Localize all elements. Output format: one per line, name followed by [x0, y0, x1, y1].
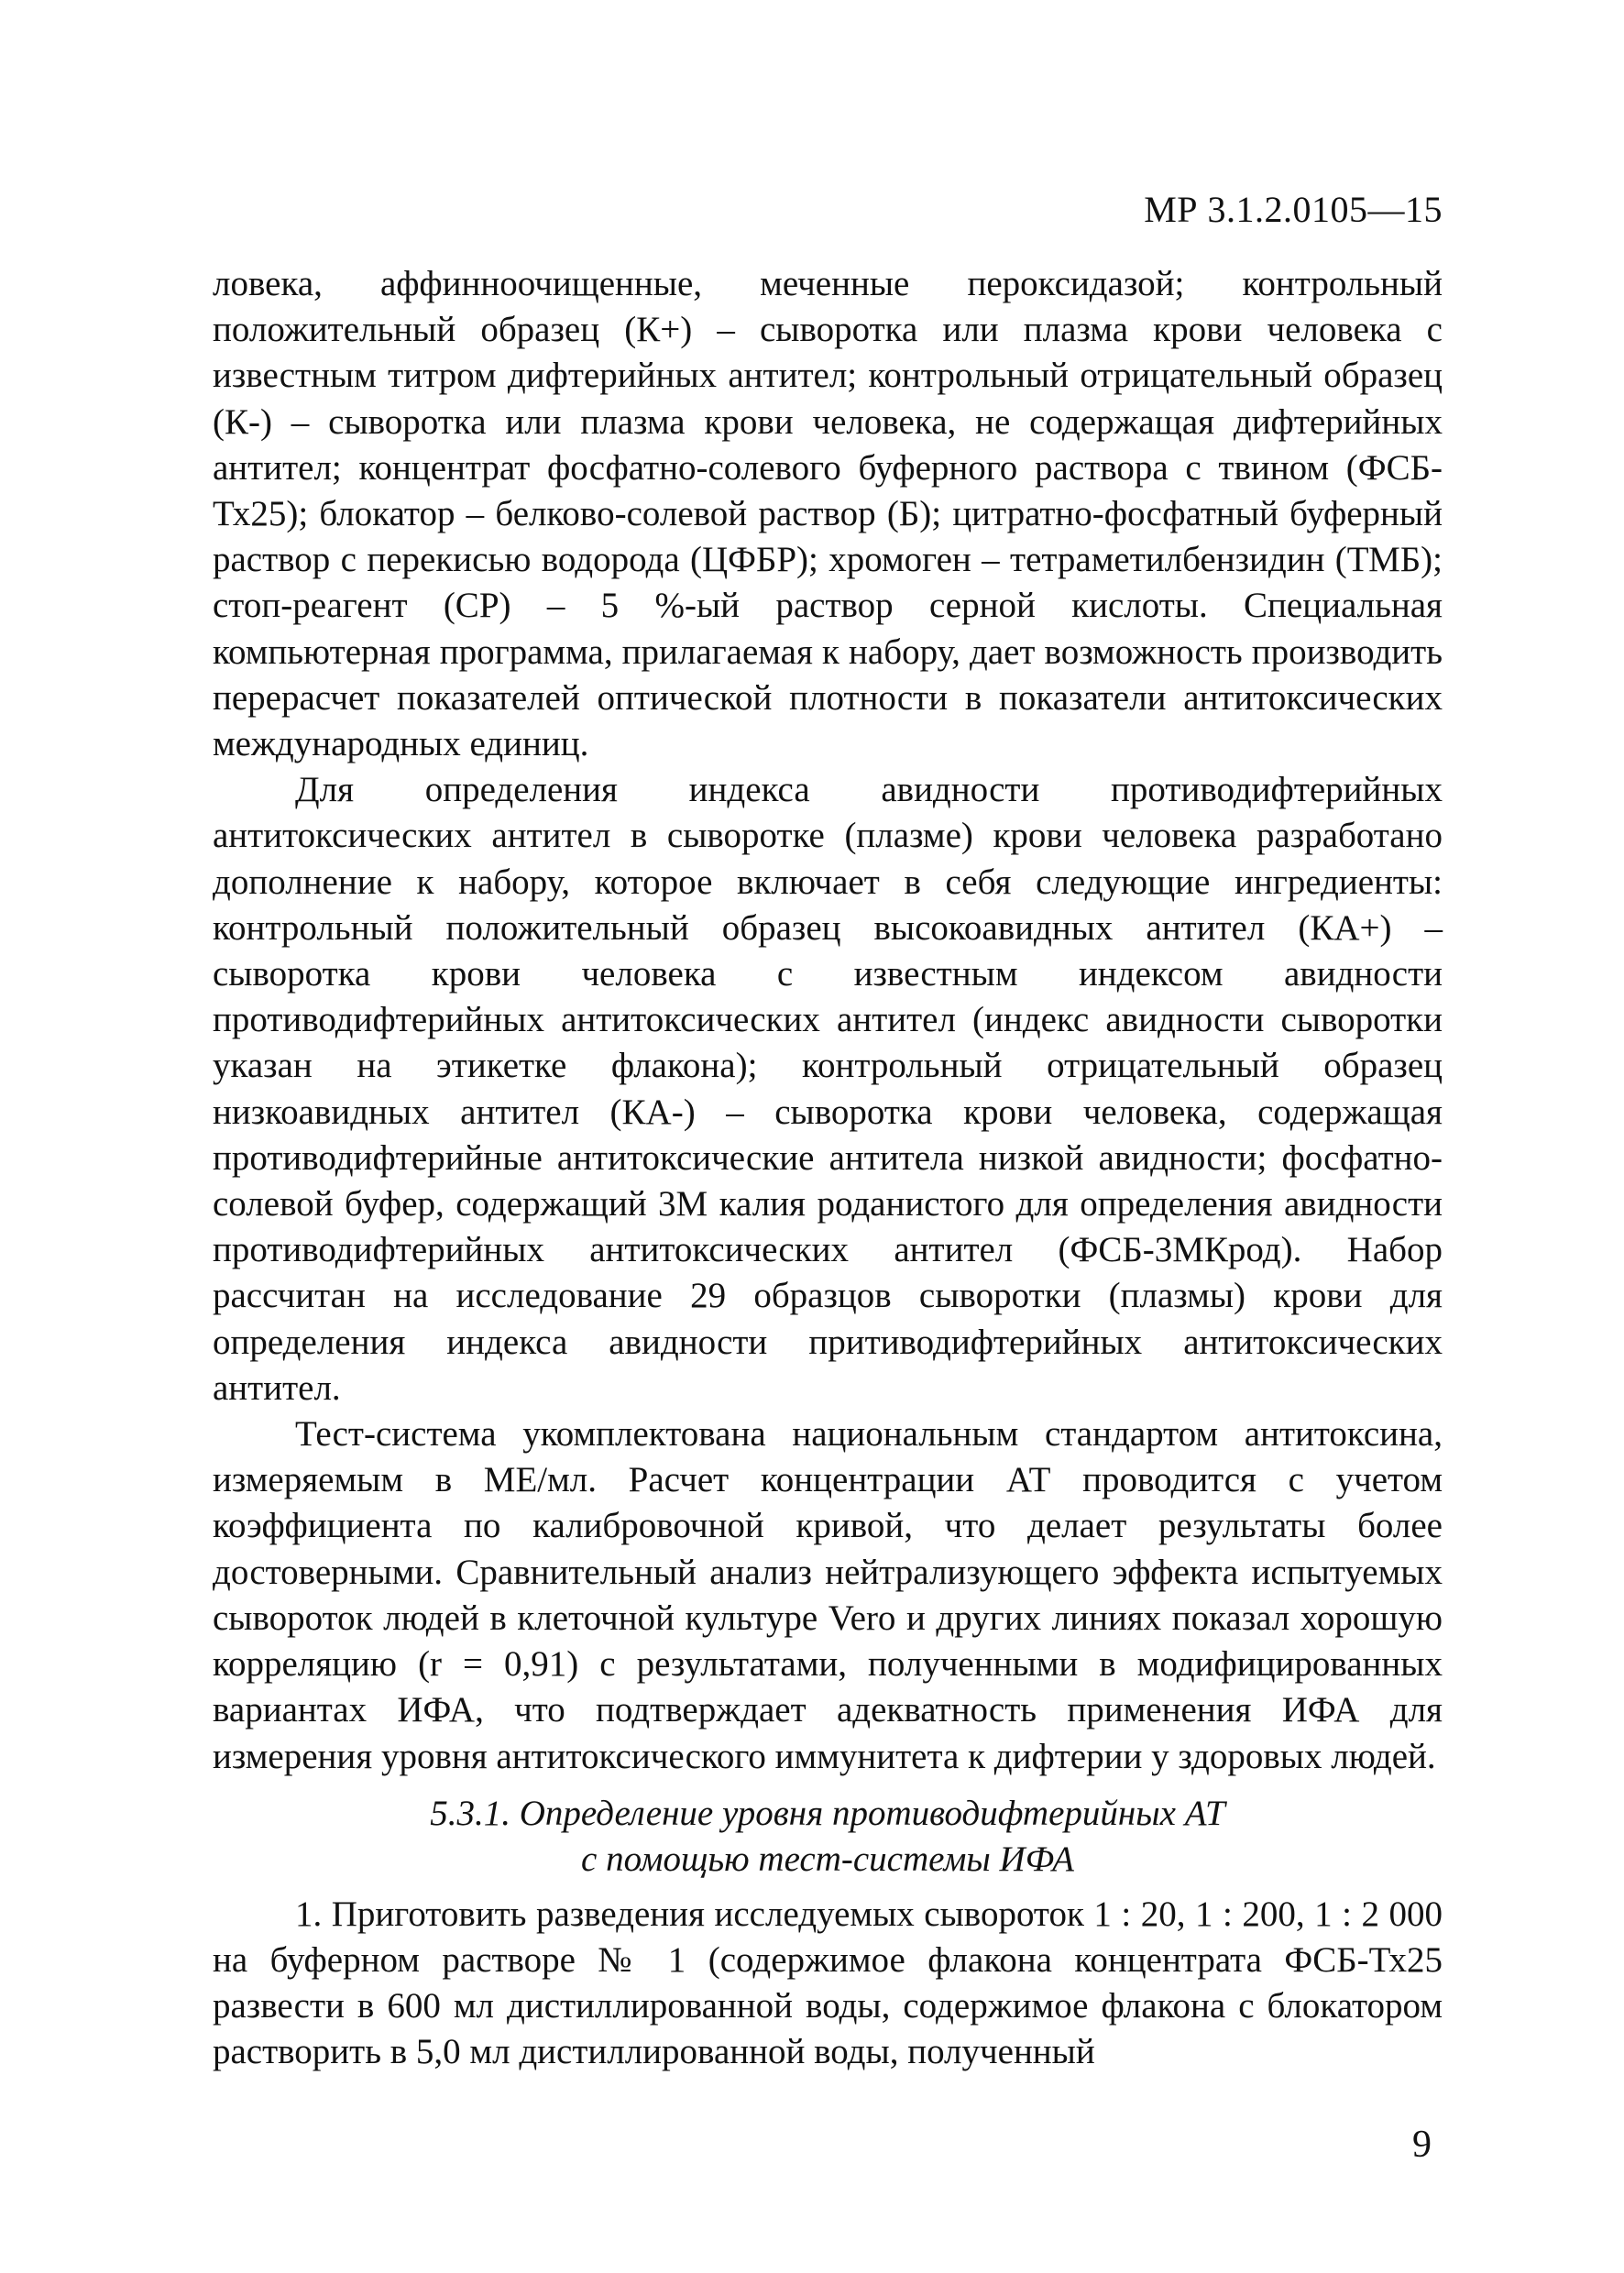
paragraph-avidity-supplement: Для определения индекса авидности противодифтерийных антитоксических антител в сыворотке (плазме) крови человека разработано дополнение к набору, которое включает в себя следующие ингредиенты: контрольный положительный образец высокоавидных антител (КА+) – сыворотка крови человека с известным индексом авидности противодифтерийных антитоксических антител (индекс авидности сыворотки указан на этикетке флакона); контрольный отрицательный образец низкоавидных антител (КА-) – сыворотка крови человека, содержащая противодифтерийные антитоксические антитела низкой авидности; фосфатно-солевой буфер, содержащий 3М калия роданистого для определения авидности противодифтерийных антитоксических антител (ФСБ-3МКрод). Набор рассчитан на исследование 29 образцов сыворотки (плазмы) крови для определения индекса авидности притиводифтерийных антитоксических антител.	[213, 770, 1443, 1408]
paragraph-continuation: ловека, аффинноочищенные, меченные пероксидазой; контрольный положительный образец (К+) – сыворотка или плазма крови человека с известным титром дифтерийных антител; контрольный отрицательный образец (К-) – сыворотка или плазма крови человека, не содержащая дифтерийных антител; концентрат фосфатно-солевого буферного раствора с твином (ФСБ-Тх25); блокатор – белково-солевой раствор (Б); цитратно-фосфатный буферный раствор с перекисью водорода (ЦФБР); хромоген – тетраметилбензидин (ТМБ); стоп-реагент (СР) – 5 %-ый раствор серной кислоты. Специальная компьютерная программа, прилагаемая к набору, дает возможность производить перерасчет показателей оптической плотности в показатели антитоксических международных единиц.	[213, 264, 1443, 764]
document-number-header: МР 3.1.2.0105—15	[1144, 189, 1443, 230]
section-heading-line-2: с помощью тест-системы ИФА	[581, 1839, 1074, 1879]
page-number: 9	[1412, 2124, 1432, 2166]
section-heading	[213, 1791, 1443, 1883]
paragraph-step-1: 1. Приготовить разведения исследуемых сывороток 1 : 20, 1 : 200, 1 : 2 000 на буферном растворе № 1 (содержимое флакона концентрата ФСБ-Тх25 развести в 600 мл дистиллированной воды, содержимое флакона с блокатором растворить в 5,0 мл дистиллированной воды, полученный	[213, 1894, 1443, 2072]
paragraph-test-system: Тест-система укомплектована национальным стандартом антитоксина, измеряемым в МЕ/мл. Расчет концентрации АТ проводится с учетом коэффициента по калибровочной кривой, что делает результаты более достоверными. Сравнительный анализ нейтрализующего эффекта испытуемых сывороток людей в клеточной культуре Vero и других линиях показал хорошую корреляцию (r = 0,91) с результатами, полученными в модифицированных вариантах ИФА, что подтверждает адекватность применения ИФА для измерения уровня антитоксического иммунитета к дифтерии у здоровых людей.	[213, 1414, 1443, 1776]
section-heading-line-1: 5.3.1. Определение уровня противодифтерийных АТ	[430, 1793, 1225, 1833]
body-text	[213, 261, 1443, 2076]
